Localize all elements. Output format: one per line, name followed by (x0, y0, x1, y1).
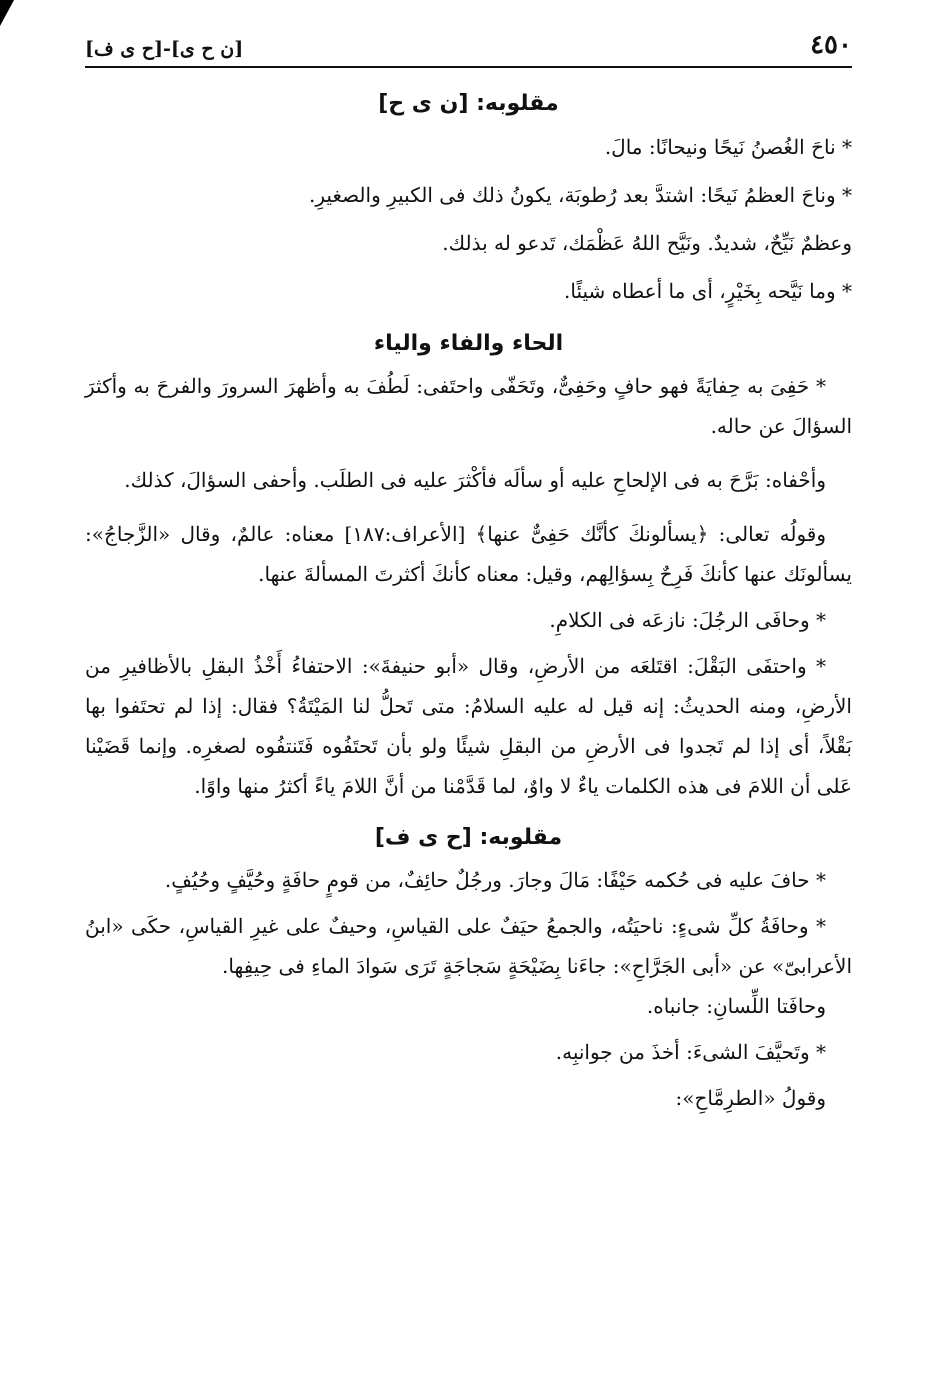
entry-paragraph: * وحافَى الرجُلَ: نازعَه فى الكلامِ. (549, 608, 826, 632)
document-page (85, 30, 852, 1118)
page-corner-mark (0, 0, 14, 26)
section-heading: مقلوبه: [ح ى ف] (374, 825, 563, 850)
entry-paragraph: وقولُه تعالى: ﴿يسألونكَ كأنَّك حَفِىٌّ عنها﴾ [الأعراف:١٨٧] معناه: عالمٌ، وقال «الزَّجاجُ»: يسألونَك عنها كأنكَ فَرِحٌ بِسؤالِهم، وقيل: معناه كأنكَ أكثرتَ المسألةَ عنها. (85, 522, 852, 586)
entry-paragraph: * ناحَ الغُصنُ نَيحًا ونيحانًا: مالَ. (604, 135, 852, 159)
entry-paragraph: * وتَحيَّفَ الشىءَ: أخذَ من جوانبِه. (555, 1040, 826, 1064)
entry-paragraph: وأحْفاه: بَرَّحَ به فى الإلحاحِ عليه أو سألَه فأكْثرَ عليه فى الطلَب. وأحفى السؤالَ، كذلك. (124, 468, 826, 492)
entry-paragraph: * وناحَ العظمُ نَيحًا: اشتدَّ بعد رُطوبَة، يكونُ ذلك فى الكبيرِ والصغيرِ. (309, 183, 852, 207)
section-heading: الحاء والفاء والياء (373, 331, 564, 356)
entry-paragraph: * واحتفَى البَقْلَ: اقتَلعَه من الأرضِ، وقال «أبو حنيفةَ»: الاحتفاءُ أَخْذُ البقلِ بالأظافيرِ من الأرضِ، ومنه الحديثُ: إنه قيل له عليه السلامُ: متى تَحلُّ لنا المَيْتَةُ؟ فقال: إذا لم تحتَفوا بها بَقْلاً، أى إذا لم تَجدوا فى الأرضِ من البقلِ شيئًا ولو بأن تَحتَفُوه فَتَنتفُوه لصغرِه. وإنما قَضَيْنا عَلى أن اللامَ فى هذه الكلمات ياءٌ لا واوٌ، لما قَدَّمْنا من أنَّ اللامَ ياءً أكثرُ منها واوًا. (85, 654, 852, 798)
entry-paragraph: * حافَ عليه فى حُكمه حَيْفًا: مَالَ وجارَ. ورجُلٌ حائِفٌ، من قومٍ حافَةٍ وحُيَّفٍ وحُيُفٍ. (164, 868, 826, 892)
entry-paragraph: * وحافَةُ كلِّ شىءٍ: ناحيَتُه، والجمعُ حيَفٌ على القياسِ، وحيفٌ على غيرِ القياسِ، حكَى «ابنُ الأعرابىّ» عن «أبى الجَرَّاحِ»: جاءَنا بِضَيْحَةٍ سَجاجَةٍ تَرَى سَوادَ الماءِ فى حِيفِها. (85, 914, 852, 978)
entry-paragraph: وعظمٌ نَيِّحٌ، شديدٌ. ونَيَّح اللهُ عَظْمَك، تَدعو له بذلك. (442, 231, 852, 255)
running-header (85, 30, 852, 68)
section-root-hyf (85, 816, 852, 1118)
entry-paragraph: وقولُ «الطرِمَّاحِ»: (675, 1086, 826, 1110)
entry-paragraph: * حَفِىَ به حِفايَةً فهو حافٍ وحَفِىٌّ، وتَحَفّى واحتَفى: لَطُفَ به وأظهرَ السرورَ والفرحَ به وأكثرَ السؤالَ عن حاله. (85, 374, 852, 438)
entry-paragraph: * وما نَيَّحه بِخَيْرٍ، أى ما أعطاه شيئًا. (564, 279, 852, 303)
entry-paragraph: وحافَتا اللِّسانِ: جانباه. (646, 994, 826, 1018)
section-heading: مقلوبه: [ن ى ح] (378, 91, 559, 116)
section-root-hfy (85, 322, 852, 806)
running-title: [ن ح ى]-[ح ى ف] (85, 38, 244, 60)
section-root-nyh (85, 82, 852, 312)
page-number: ٤٥٠ (810, 30, 852, 60)
